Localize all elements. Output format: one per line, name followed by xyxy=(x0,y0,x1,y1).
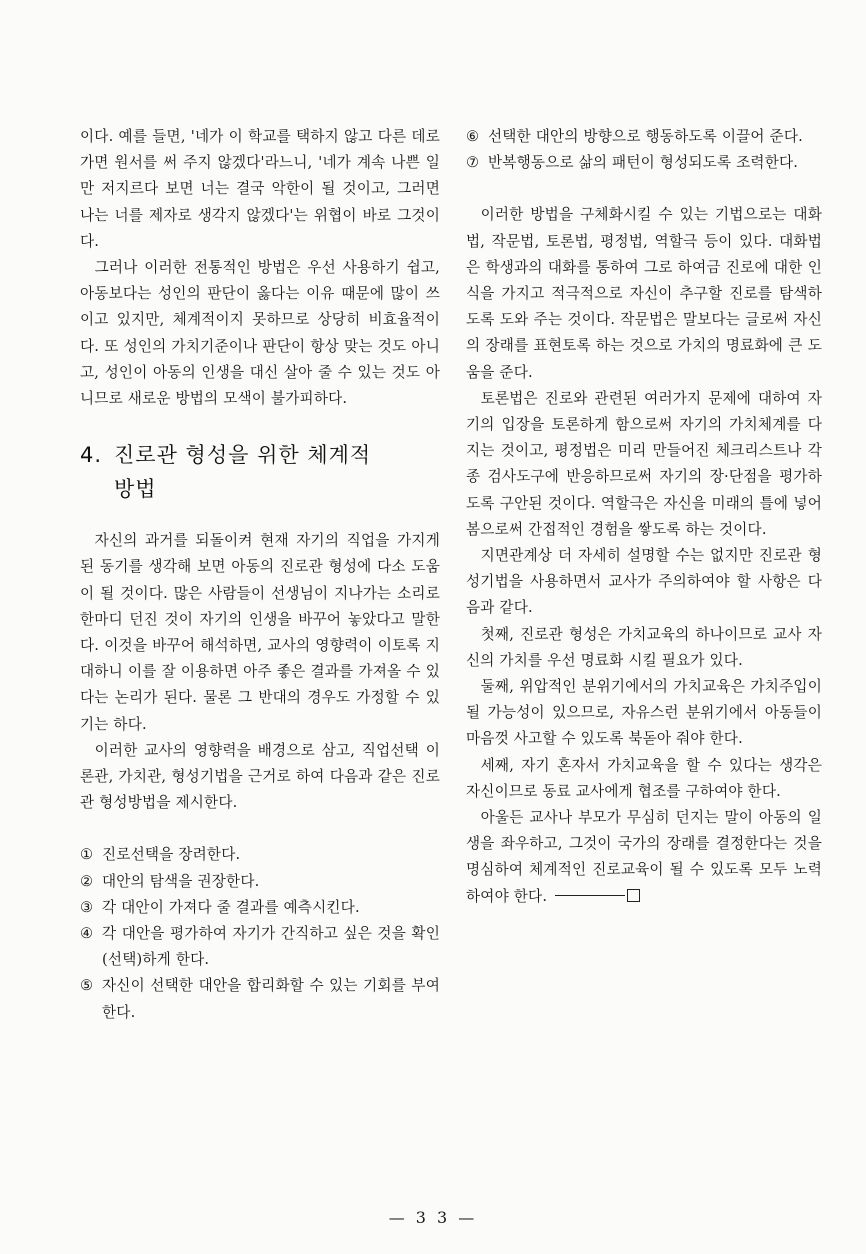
paragraph: 지면관계상 더 자세히 설명할 수는 없지만 진로관 형성기법을 사용하면서 교사가 주의하여야 할 사항은 다음과 같다. xyxy=(466,547,822,617)
list-marker: ⑤ xyxy=(80,977,94,995)
end-mark-icon xyxy=(627,889,640,902)
paragraph: 그러나 이러한 전통적인 방법은 우선 사용하기 쉽고, 아동보다는 성인의 판단이 옳다는 이유 때문에 많이 쓰이고 있지만, 체계적이지 못하므로 상당히 비효율적이다. 또 성인의 가치기준이나 판단이 항상 맞는 것도 아니고, 성인이 아동의 인생을 대신 살아 줄 수 있는 것도 아니므로 새로운 방법의 모색이 불가피하다. xyxy=(80,259,440,408)
section-title-line1: 진로관 형성을 위한 체계적 xyxy=(114,443,372,468)
spacer xyxy=(466,176,822,202)
closing-text: 아울든 교사나 부모가 무심히 던지는 말이 아동의 일생을 좌우하고, 그것이 국가의 장래를 결정한다는 것을 명심하여 체계적인 진로교육이 될 수 있도록 모두 노력하여야 한다. xyxy=(466,809,822,905)
list-marker: ⑦ xyxy=(466,154,480,172)
list-item xyxy=(80,869,440,895)
list-item-text: 진로선택을 장려한다. xyxy=(102,846,241,864)
list-marker: ③ xyxy=(80,898,94,916)
spacer xyxy=(80,816,440,842)
paragraph: 토론법은 진로와 관련된 여러가지 문제에 대하여 자기의 입장을 토론하게 함으로써 자기의 가치체계를 다지는 것이고, 평정법은 미리 만들어진 체크리스트나 각종 검사도구에 반응하므로써 자기의 장·단점을 평가하도록 구안된 것이다. 역할극은 자신을 미래의 틀에 넣어 봄으로써 간접적인 경험을 쌓도록 하는 것이다. xyxy=(466,389,822,538)
paragraph: 이러한 교사의 영향력을 배경으로 삼고, 직업선택 이론관, 가치관, 형성기법을 근거로 하여 다음과 같은 진로관 형성방법을 제시한다. xyxy=(80,741,440,812)
method-list-continued xyxy=(466,124,822,176)
paragraph: 이러한 방법을 구체화시킬 수 있는 기법으로는 대화법, 작문법, 토론법, 평정법, 역할극 등이 있다. 대화법은 학생과의 대화를 통하여 그로 하여금 진로에 대한 인식을 가지고 적극적으로 자신이 추구할 진로를 탐색하도록 도와 주는 것이다. 작문법은 말보다는 글로써 자신의 장래를 표현토록 하는 것으로 가치의 명료화에 큰 도움을 준다. xyxy=(466,206,822,381)
list-item-text: 선택한 대안의 방향으로 행동하도록 이끌어 준다. xyxy=(488,128,803,145)
closing-paragraph xyxy=(466,805,822,910)
list-marker: ① xyxy=(80,846,94,864)
section-title-line2: 방법 xyxy=(114,477,157,502)
list-item xyxy=(80,921,440,973)
list-marker: ② xyxy=(80,872,94,890)
end-line xyxy=(555,895,625,896)
section-heading xyxy=(80,438,440,506)
paragraph: 첫째, 진로관 형성은 가치교육의 하나이므로 교사 자신의 가치를 우선 명료화 시킬 필요가 있다. xyxy=(466,625,822,669)
list-item xyxy=(466,124,822,150)
page-number: — 3 3 — xyxy=(388,1208,478,1227)
list-item-text: 각 대안이 가져다 줄 결과를 예측시킨다. xyxy=(102,898,360,916)
right-column xyxy=(466,124,822,910)
list-item xyxy=(80,842,440,868)
list-item xyxy=(80,895,440,921)
list-item-text: 반복행동으로 삶의 패턴이 형성되도록 조력한다. xyxy=(488,154,799,172)
list-item xyxy=(466,150,822,176)
list-marker: ⑥ xyxy=(466,128,480,145)
paragraph: 세째, 자기 혼자서 가치교육을 할 수 있다는 생각은 자신이므로 동료 교사에게 협조를 구하여야 한다. xyxy=(466,756,822,800)
paragraph: 이다. 예를 들면, '네가 이 학교를 택하지 않고 다른 데로 가면 원서를 써 주지 않겠다'라느니, '네가 계속 나쁜 일만 저지르다 보면 너는 결국 악한이 될 것이고, 그러면 나는 너를 제자로 생각지 않겠다'는 위협이 바로 그것이다. xyxy=(80,128,440,250)
paragraph: 둘째, 위압적인 분위기에서의 가치교육은 가치주입이 될 가능성이 있으므로, 자유스런 분위기에서 아동들이 마음껏 사고할 수 있도록 북돋아 줘야 한다. xyxy=(466,678,822,748)
section-number: 4. xyxy=(80,443,103,468)
list-item-text: 자신이 선택한 대안을 합리화할 수 있는 기회를 부여한다. xyxy=(102,977,440,1021)
list-item-text: 대안의 탐색을 권장한다. xyxy=(102,872,260,890)
left-column xyxy=(80,124,440,1026)
list-item-text: 각 대안을 평가하여 자기가 간직하고 싶은 것을 확인 (선택)하게 한다. xyxy=(102,925,440,969)
paragraph: 자신의 과거를 되돌이켜 현재 자기의 직업을 가지게 된 동기를 생각해 보면 아동의 진로관 형성에 다소 도움이 될 것이다. 많은 사람들이 선생님이 지나가는 소리로 한마디 던진 것이 자기의 인생을 바꾸어 놓았다고 말한다. 이것을 바꾸어 해석하면, 교사의 영향력이 이토록 지대하니 이를 잘 이용하면 아주 좋은 결과를 가져올 수 있다는 논리가 된다. 물론 그 반대의 경우도 가정할 수 있기는 하다. xyxy=(80,532,440,733)
method-list xyxy=(80,842,440,1025)
list-item xyxy=(80,973,440,1025)
list-marker: ④ xyxy=(80,925,94,943)
